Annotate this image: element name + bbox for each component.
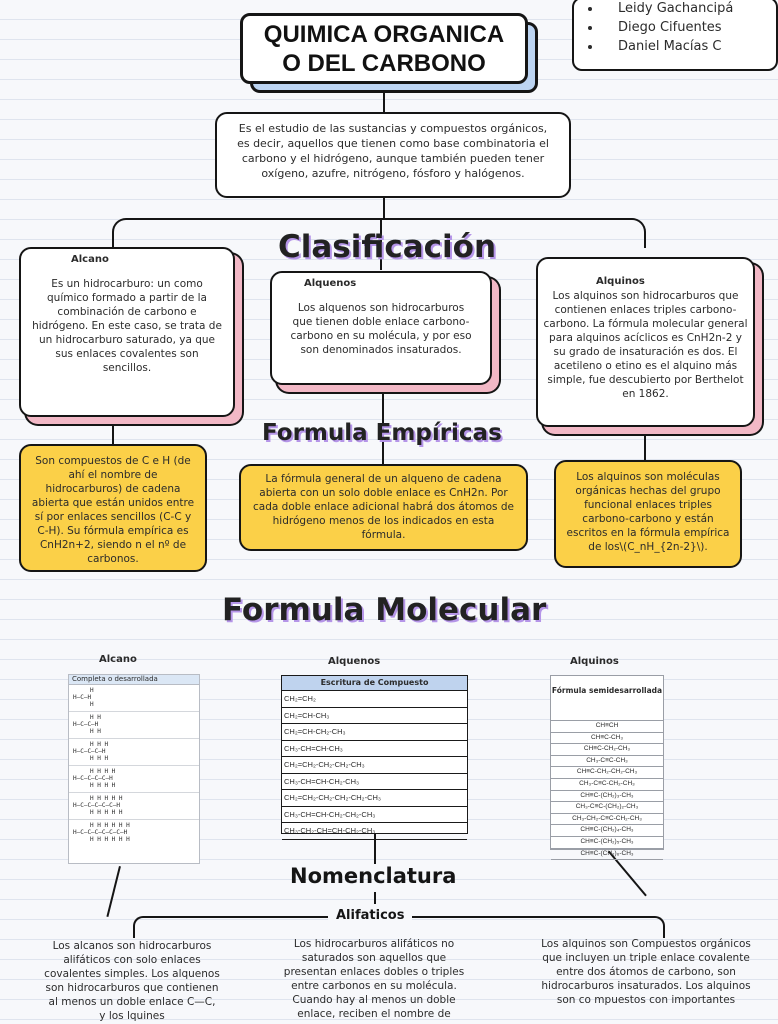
alquinos-formula-row: CH≡C-CH₂-CH₂-CH₃ [551, 767, 663, 779]
alquinos-formula-row: CH≡C-CH₂-CH₃ [551, 744, 663, 756]
alquenos-formula-row: CH₂=CH-CH₃ [282, 708, 467, 725]
alcano-structure-row: H H H H H—C—C—C—C—H H H H H [69, 766, 199, 793]
alcano-table-header: Completa o desarrollada [69, 675, 199, 685]
alcano-structure-table [68, 674, 200, 864]
heading-nomenclatura: Nomenclatura [290, 864, 457, 888]
alcano-card-text: Es un hidrocarburo: un como químico formado a partir de la combinación de carbono e hidrógeno. En este caso, se trata de un hidrocarburo saturado, ya que sus enlaces covalentes son sencillos. [32, 278, 222, 374]
alquenos-formula-row: CH₂=CH-CH₂-CH₃ [282, 724, 467, 741]
alcano-structure-row: H H H H H H—C—C—C—C—C—H H H H H H [69, 793, 199, 820]
alquinos-formula-row: CH≡C-(CH₂)₆-CH₃ [551, 849, 663, 861]
alifaticos-label: Alifaticos [328, 908, 412, 923]
alcano-structure-row: H H—C—H H [69, 685, 199, 712]
connector-intro-branch [383, 197, 385, 219]
alquenos-card [270, 271, 492, 385]
alquenos-formula-row: CH₂=CH₂ [282, 691, 467, 708]
alquinos-formula-row: CH≡C-CH₃ [551, 733, 663, 745]
empirica-alcano-text: Son compuestos de C e H (de ahí el nombre de hidrocarburos) de cadena abierta que están unidos entre sí por enlaces sencillos (C-C y C-H). Su fórmula empírica es CnH2n+2, siendo n el nº de carbonos. [31, 455, 195, 565]
heading-clasificacion: Clasificación [278, 229, 497, 265]
connector-alquinos-empirica [644, 428, 646, 460]
empirica-alcano-box [19, 444, 207, 572]
alcano-structure-row: H H H H H H H—C—C—C—C—C—C—H H H H H H H [73, 822, 130, 843]
alquenos-formula-row: CH₂=CH₂-CH₂-CH₂-CH₂-CH₃ [282, 790, 467, 807]
alquenos-formula-table [281, 675, 468, 834]
alquenos-table-header: Escritura de Compuesto [282, 676, 467, 691]
authors-list [590, 0, 776, 56]
alcano-card [19, 247, 235, 417]
alquinos-card [536, 257, 755, 427]
alquenos-card-text: Los alquenos son hidrocarburos que tienen doble enlace carbono-carbono en su molécula, y por eso son denominados insaturados. [290, 302, 472, 356]
alquinos-formula-row: CH≡C-(CH₂)₄-CH₃ [551, 825, 663, 837]
alcano-card-title: Alcano [71, 254, 109, 265]
molecular-alquenos-label: Alquenos [328, 656, 381, 667]
author-item: • Daniel Macías C [602, 37, 776, 56]
alquenos-formula-row: CH₃-CH=CH-CH₂-CH₃ [282, 774, 467, 791]
alquenos-rows [282, 691, 467, 840]
alquinos-table-header: Fórmula semidesarrollada [551, 676, 663, 721]
alquinos-formula-row: CH₃-CH₂-C≡C-CH₂-CH₃ [551, 814, 663, 826]
author-item: • Diego Cifuentes [602, 18, 776, 37]
alquenos-formula-row: CH₂=CH₂-CH₂-CH₂-CH₃ [282, 757, 467, 774]
authors-box [572, 0, 778, 71]
empirica-alquinos-text: Los alquinos son moléculas orgánicas hechas del grupo funcional enlaces triples carbono-carbono y están escritos en la fórmula empírica de los\(C_nH_{2n-2}\). [566, 471, 730, 553]
alcano-structure-row: H H H—C—C—H H H [69, 712, 199, 739]
intro-box [215, 112, 571, 198]
alquinos-formula-row: CH₃-C≡C-CH₃ [551, 756, 663, 768]
empirica-alquinos-box [554, 460, 742, 568]
alcano-structure-row: H H H H—C—C—C—H H H H [69, 739, 199, 766]
alquinos-rows [551, 721, 663, 860]
alquinos-formula-row: CH≡CH [551, 721, 663, 733]
title-line-1: QUIMICA ORGANICA [263, 21, 505, 48]
heading-formula-molecular: Formula Molecular [222, 592, 547, 628]
alquinos-formula-row: CH₃-C≡C-(CH₂)₂-CH₃ [551, 802, 663, 814]
alquinos-formula-row: CH≡C-(CH₂)₅-CH₃ [551, 837, 663, 849]
author-item: • Leidy Gachancipá [602, 0, 776, 18]
molecular-alcano-label: Alcano [99, 654, 137, 665]
alquinos-card-title: Alquinos [596, 276, 645, 287]
alquenos-formula-row: CH₃-CH=CH-CH₃ [282, 741, 467, 758]
alquinos-formula-row: CH≡C-(CH₂)₃-CH₃ [551, 791, 663, 803]
heading-formula-empiricas: Formula Empíricas [262, 420, 502, 446]
nomenclatura-alcanos-text: Los alcanos son hidrocarburos alifáticos con solo enlaces covalentes simples. Los alquenos son hidrocarburos que contienen al menos un doble enlace C—C, y los lquines [44, 940, 220, 1022]
alquinos-formula-row: CH₃-C≡C-CH₂-CH₃ [551, 779, 663, 791]
alquenos-card-title: Alquenos [304, 278, 357, 289]
intro-text: Es el estudio de las sustancias y compuestos orgánicos, es decir, aquellos que tienen como base combinatoria el carbono y el hidrógeno, aunque también pueden tener oxígeno, azufre, nitrógeno, fósforo y halógenos. [237, 122, 549, 180]
empirica-alquenos-box [239, 464, 528, 551]
connector-nomenclatura-alifaticos [374, 892, 376, 904]
empirica-alquenos-text: La fórmula general de un alqueno de cadena abierta con un solo doble enlace es CnH2n. Por cada doble enlace adicional habrá dos átomos de hidrógeno menos de los indicados en esta fórmula. [253, 473, 514, 541]
connector-alcano-empirica [112, 416, 114, 446]
alquinos-formula-table [550, 675, 664, 857]
nomenclatura-alquinos-text: Los alquinos son Compuestos orgánicos que incluyen un triple enlace covalente entre dos átomos de carbono, son hidrocarburos insaturados. Los alquinos son co mpuestos con importantes [541, 938, 751, 1006]
alquenos-formula-row: CH₃-CH₂-CH=CH-CH₂-CH₃ [282, 823, 467, 840]
nomenclatura-alifaticos-text: Los hidrocarburos alifáticos no saturados son aquellos que presentan enlaces dobles o triples entre carbonos en su molécula. Cuando hay al menos un doble enlace, reciben el nombre de [283, 938, 465, 1020]
alquenos-formula-row: CH₃-CH=CH-CH₂-CH₂-CH₃ [282, 807, 467, 824]
alcano-pointer-line [106, 866, 121, 917]
alquinos-card-text: Los alquinos son hidrocarburos que contienen enlaces triples carbono-carbono. La fórmula molecular general para alquinos acíclicos es CnH2n-2 y su grado de insaturación es dos. El acetileno o etino es el alquino más simple, fue descubierto por Berthelot en 1862. [543, 290, 748, 400]
molecular-alquinos-label: Alquinos [570, 656, 619, 667]
page-title [240, 13, 528, 84]
title-line-2: O DEL CARBONO [282, 50, 486, 77]
